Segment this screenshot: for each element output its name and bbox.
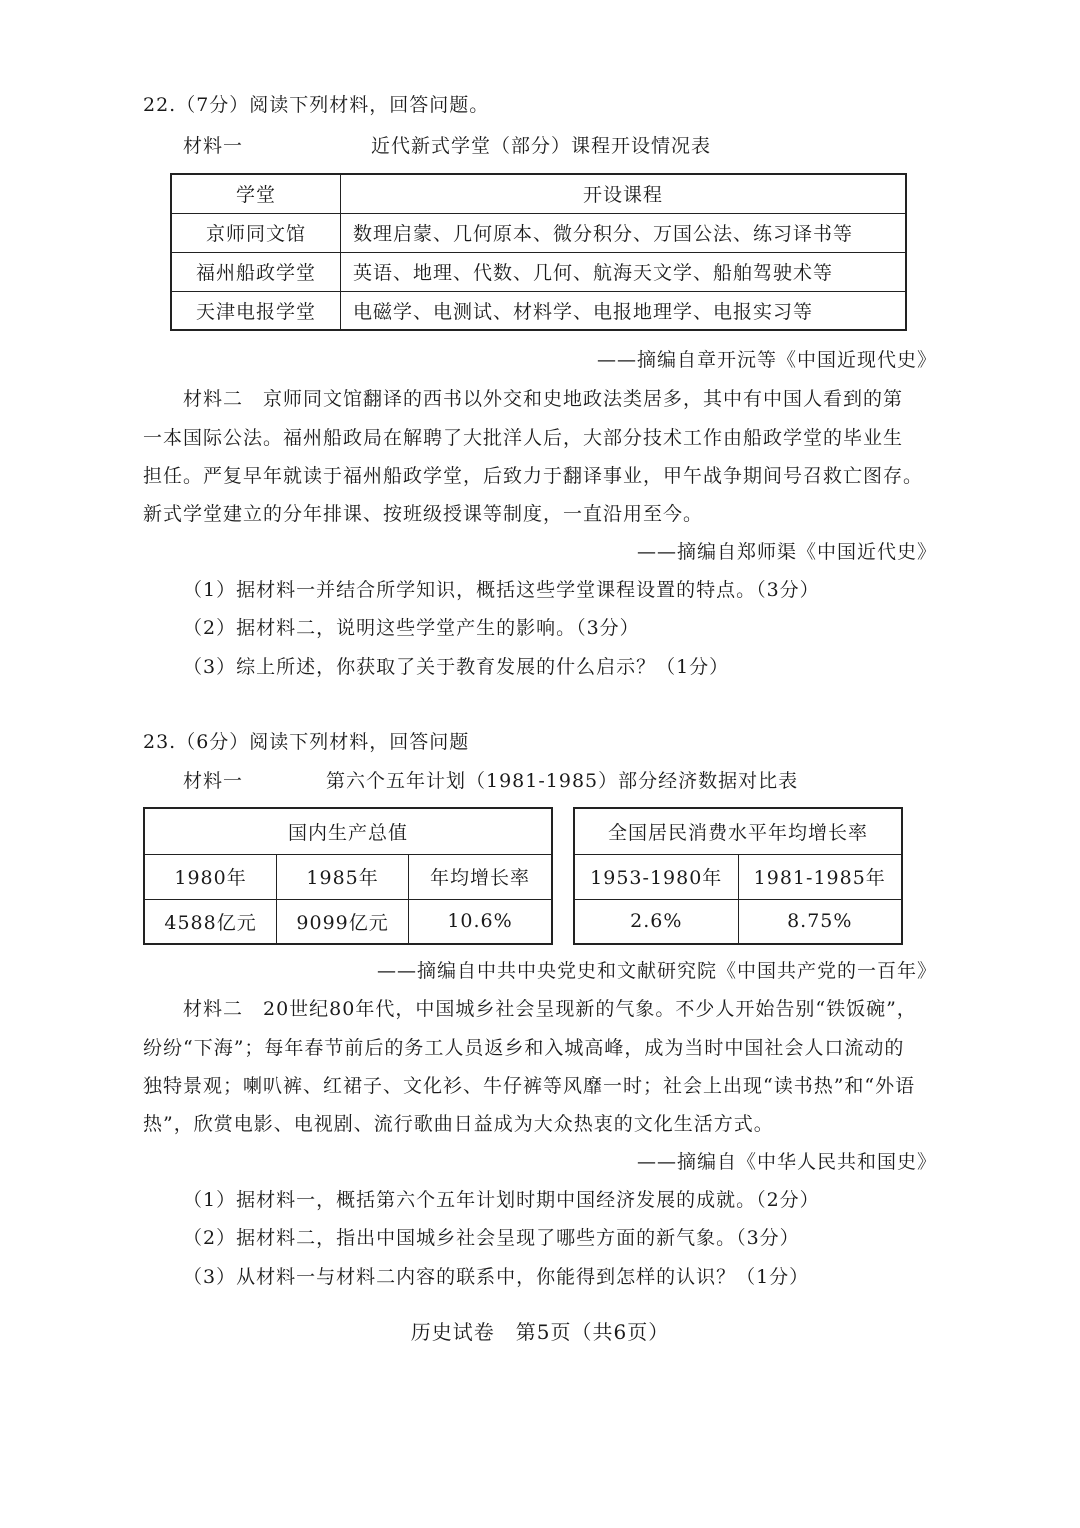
- q23-material1-source: ——摘编自中共中央党史和文献研究院《中国共产党的一百年》: [376, 960, 937, 982]
- gdp-value-1980: 4588亿元: [144, 899, 277, 944]
- q22-question-1: （1）据材料一并结合所学知识，概括这些学堂课程设置的特点。（3分）: [183, 579, 820, 601]
- q22-question-2: （2）据材料二，说明这些学堂产生的影响。（3分）: [183, 617, 640, 639]
- q22-material2-line: 担任。严复早年就读于福州船政学堂，后致力于翻译事业，甲午战争期间号召救亡图存。: [143, 465, 924, 487]
- q22-material2-line: 一本国际公法。福州船政局在解聘了大批洋人后，大部分技术工作由船政学堂的毕业生: [143, 427, 904, 449]
- school-name: 福州船政学堂: [171, 252, 341, 291]
- table-row: [171, 252, 906, 291]
- gdp-col-1985: 1985年: [277, 854, 409, 899]
- q23-material2-line: 纷纷“下海”；每年春节前后的务工人员返乡和入城高峰，成为当时中国社会人口流动的: [143, 1037, 905, 1059]
- gdp-col-growth: 年均增长率: [409, 854, 552, 899]
- page-footer: 历史试卷 第5页（共6页）: [410, 1320, 670, 1344]
- q23-material1-title: 第六个五年计划（1981-1985）部分经济数据对比表: [326, 770, 799, 792]
- q22-material2-line: 材料二 京师同文馆翻译的西书以外交和史地政法类居多，其中有中国人看到的第: [183, 388, 904, 410]
- gdp-value-1985: 9099亿元: [277, 899, 409, 944]
- school-name: 天津电报学堂: [171, 291, 341, 330]
- gdp-table: [143, 807, 553, 945]
- q23-title: 23.（6分）阅读下列材料，回答问题: [143, 731, 470, 753]
- gdp-value-growth: 10.6%: [409, 899, 552, 944]
- q22-material2-line: 新式学堂建立的分年排课、按班级授课等制度，一直沿用至今。: [143, 503, 704, 525]
- consumption-table: [573, 807, 903, 945]
- school-name: 京师同文馆: [171, 213, 341, 252]
- gdp-header: 国内生产总值: [144, 808, 552, 854]
- table-row: [171, 213, 906, 252]
- consumption-col-1953-1980: 1953-1980年: [574, 854, 738, 899]
- q22-title: 22.（7分）阅读下列材料，回答问题。: [143, 94, 490, 116]
- q22-material2-source: ——摘编自郑师渠《中国近代史》: [636, 541, 937, 563]
- q22-school-course-table: [170, 173, 907, 331]
- q23-question-2: （2）据材料二，指出中国城乡社会呈现了哪些方面的新气象。（3分）: [183, 1227, 800, 1249]
- consumption-value-1953-1980: 2.6%: [574, 899, 738, 944]
- q23-question-1: （1）据材料一，概括第六个五年计划时期中国经济发展的成就。（2分）: [183, 1189, 820, 1211]
- q23-material2-line: 热”，欣赏电影、电视剧、流行歌曲日益成为大众热衷的文化生活方式。: [143, 1113, 774, 1135]
- consumption-value-1981-1985: 8.75%: [738, 899, 902, 944]
- q23-material2-line: 材料二 20世纪80年代，中国城乡社会呈现新的气象。不少人开始告别“铁饭碗”，: [183, 998, 917, 1020]
- course-list: 电磁学、电测试、材料学、电报地理学、电报实习等: [341, 291, 907, 330]
- q23-question-3: （3）从材料一与材料二内容的联系中，你能得到怎样的认识？（1分）: [183, 1266, 810, 1288]
- q22-material1-source: ——摘编自章开沅等《中国近现代史》: [596, 349, 937, 371]
- q23-material2-line: 独特景观；喇叭裤、红裙子、文化衫、牛仔裤等风靡一时；社会上出现“读书热”和“外语: [143, 1075, 916, 1097]
- q22-material1-label: 材料一: [183, 135, 244, 157]
- q22-question-3: （3）综上所述，你获取了关于教育发展的什么启示？（1分）: [183, 656, 730, 678]
- table-header-school: 学堂: [171, 174, 341, 213]
- q23-material1-label: 材料一: [183, 770, 244, 792]
- consumption-header: 全国居民消费水平年均增长率: [574, 808, 902, 854]
- q23-material2-source: ——摘编自《中华人民共和国史》: [636, 1151, 937, 1173]
- gdp-col-1980: 1980年: [144, 854, 277, 899]
- table-row: [171, 291, 906, 330]
- course-list: 数理启蒙、几何原本、微分积分、万国公法、练习译书等: [341, 213, 907, 252]
- q22-material1-title: 近代新式学堂（部分）课程开设情况表: [371, 135, 712, 157]
- course-list: 英语、地理、代数、几何、航海天文学、船舶驾驶术等: [341, 252, 907, 291]
- table-header-courses: 开设课程: [341, 174, 907, 213]
- consumption-col-1981-1985: 1981-1985年: [738, 854, 902, 899]
